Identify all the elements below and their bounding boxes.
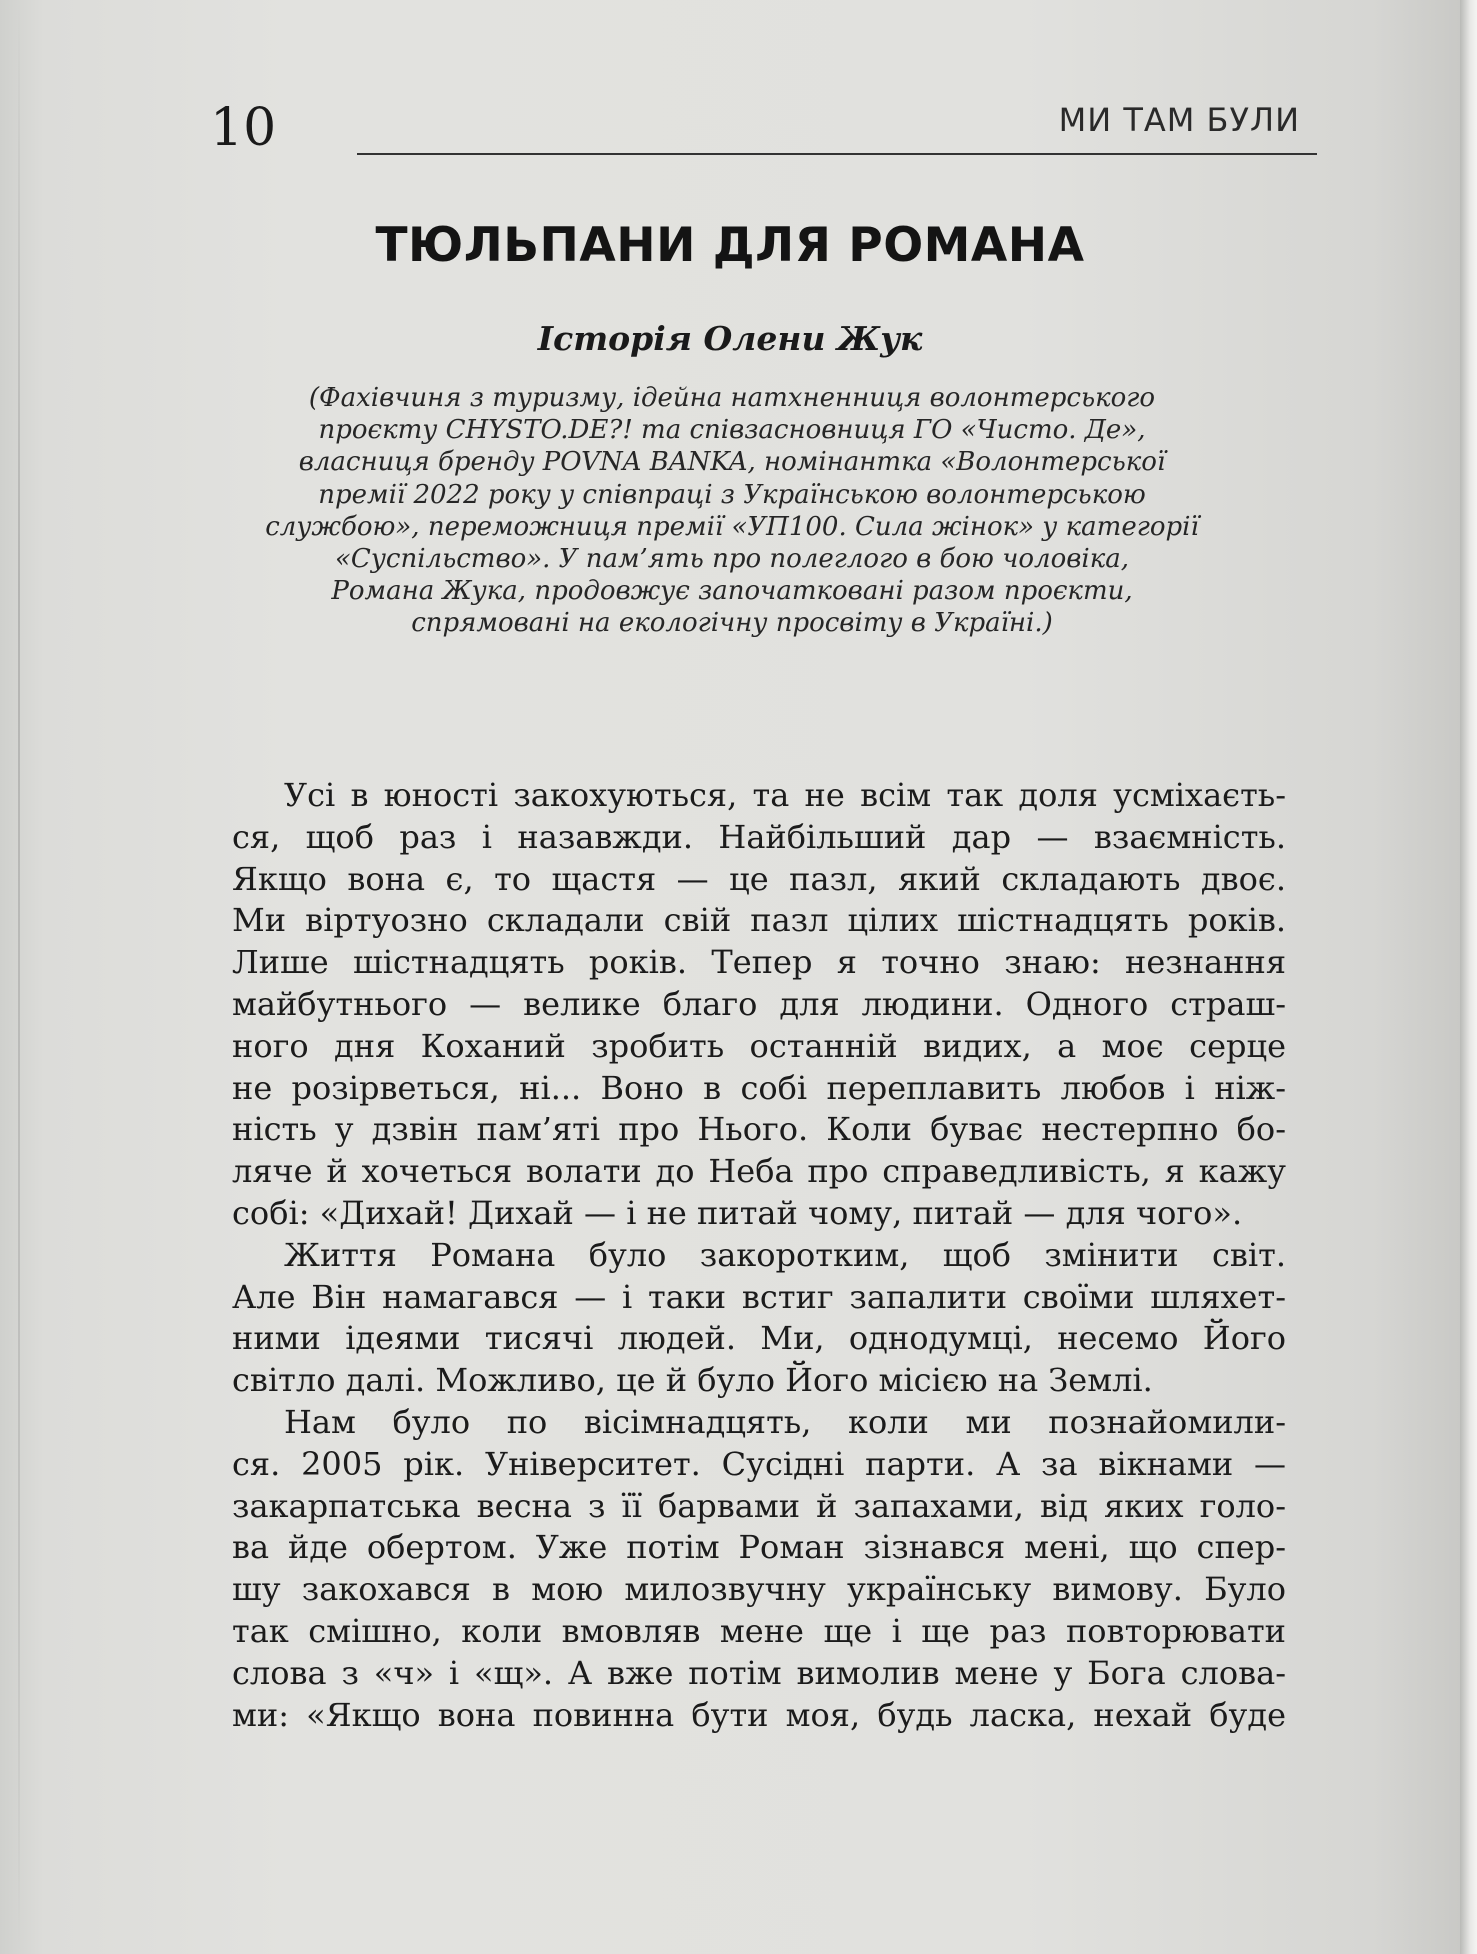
text-line: шу закохався в мою милозвучну українську вимову. Було (232, 1570, 1286, 1609)
text-line: ного дня Коханий зробить останній видих, а моє серце (232, 1026, 1286, 1065)
bio-line: премії 2022 року у співпраці з Українською волонтерською (318, 479, 1146, 510)
text-line: майбутнього — велике благо для людини. Одного страш- (232, 984, 1286, 1023)
paragraph (232, 1402, 1286, 1736)
text-line: ляче й хочеться волати до Неба про справедливість, я кажу (232, 1152, 1286, 1191)
text-line: Нам було по вісімнадцять, коли ми познайомили- (284, 1402, 1286, 1441)
story-subtitle: Історія Олени Жук (537, 319, 923, 358)
text-line: Лише шістнадцять років. Тепер я точно знаю: незнання (232, 943, 1286, 982)
text-line: ся, щоб раз і назавжди. Найбільший дар — взаємність. (232, 817, 1286, 856)
page-fold-shadow (18, 0, 20, 1954)
text-line: закарпатська весна з її барвами й запахами, від яких голо- (232, 1486, 1286, 1525)
chapter-title: ТЮЛЬПАНИ ДЛЯ РОМАНА (375, 218, 1085, 273)
text-line: Якщо вона є, то щастя — це пазл, який складають двоє. (232, 859, 1286, 898)
text-line: не розірветься, ні... Воно в собі переплавить любов і ніж- (232, 1068, 1286, 1107)
bio-line: Романа Жука, продовжує започатковані разом проєкти, (331, 576, 1133, 607)
text-line: Усі в юності закохуються, та не всім так доля усміхаєть- (284, 776, 1286, 814)
text-line: ність у дзвін пам’яті про Нього. Коли буває нестерпно бо- (232, 1110, 1286, 1149)
bio-line: спрямовані на екологічну просвіту в Україні.) (411, 608, 1053, 639)
running-head: МИ ТАМ БУЛИ (1058, 101, 1300, 139)
text-line: собі: «Дихай! Дихай — і не питай чому, питай — для чого». (232, 1193, 1243, 1232)
text-line: світло далі. Можливо, це й було Його місією на Землі. (232, 1361, 1153, 1400)
bio-line: «Суспільство». У пам’ять про полеглого в бою чоловіка, (335, 544, 1129, 575)
text-line: Але Він намагався — і таки встиг запалити своїми шляхет- (232, 1277, 1286, 1316)
body-text (232, 775, 1286, 1736)
paragraph (232, 775, 1286, 1235)
header-rule (357, 153, 1317, 155)
text-line: так смішно, коли вмовляв мене ще і ще раз повторювати (232, 1611, 1286, 1650)
text-line: Ми віртуозно складали свій пазл цілих шістнадцять років. (232, 901, 1286, 940)
author-bio (232, 382, 1232, 640)
text-line: ся. 2005 рік. Університет. Сусідні парти. А за вікнами — (232, 1444, 1286, 1483)
paragraph (232, 1235, 1286, 1402)
text-line: Життя Романа було закоротким, щоб змінити світ. (284, 1235, 1286, 1274)
text-line: ними ідеями тисячі людей. Ми, однодумці, несемо Його (232, 1319, 1286, 1358)
bio-line: (Фахівчиня з туризму, ідейна натхненниця волонтерського (308, 383, 1156, 413)
bio-line: проєкту CHYSTO.DE?! та співзасновниця ГО «Чисто. Де», (318, 415, 1146, 446)
text-line: ва йде обертом. Уже потім Роман зізнався мені, що спер- (232, 1528, 1286, 1567)
page-edge (1460, 0, 1477, 1954)
bio-line: службою», переможниця премії «УП100. Сила жінок» у категорії (265, 511, 1199, 542)
text-line: ми: «Якщо вона повинна бути моя, будь ласка, нехай буде (232, 1695, 1286, 1734)
text-line: слова з «ч» і «щ». А вже потім вимолив мене у Бога слова- (232, 1653, 1286, 1692)
bio-line: власниця бренду POVNA BANKA, номінантка «Волонтерської (298, 447, 1166, 478)
page-number: 10 (210, 98, 277, 158)
